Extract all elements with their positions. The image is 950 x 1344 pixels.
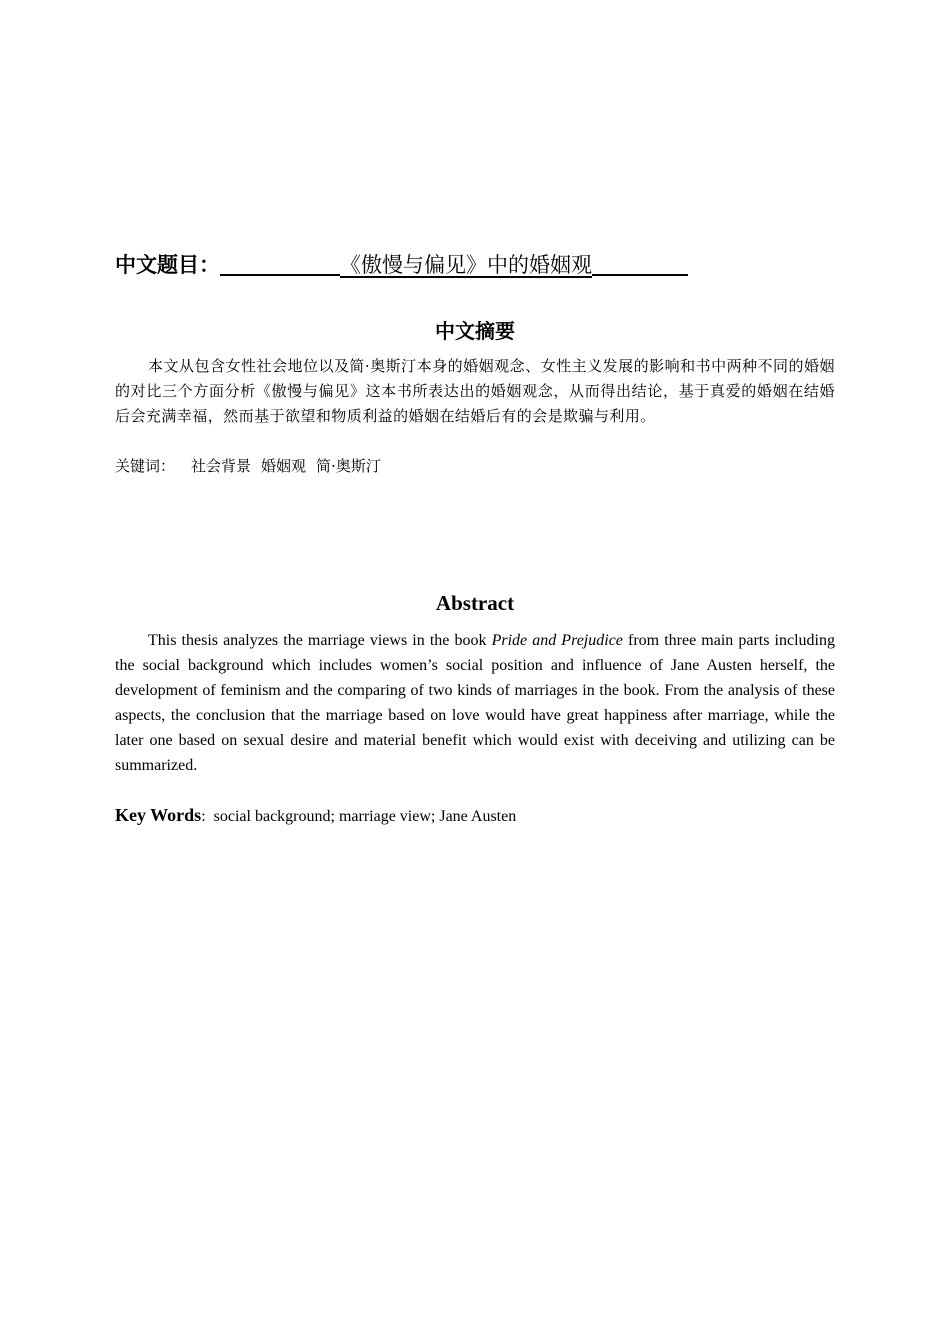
title-underline-left	[220, 252, 340, 276]
chinese-keywords-label: 关键词：	[115, 457, 176, 475]
chinese-keyword: 社会背景	[191, 457, 252, 475]
english-abstract-body	[115, 628, 835, 778]
english-keywords	[115, 801, 516, 831]
english-keywords-colon: :	[201, 808, 206, 825]
chinese-keyword: 简·奥斯汀	[316, 457, 381, 475]
english-abstract-text-rest: from three main parts including the social background which includes women’s social position and influence of Jane Austen herself, the development of feminism and the comparing of two kinds of marriages in the book. From the analysis of these aspects, the conclusion that the marriage based on love would have great happiness after marriage, while the later one based on sexual desire and material benefit which would exist with deceiving and utilizing can be summarized.	[115, 632, 835, 774]
english-abstract-heading: Abstract	[435, 591, 515, 615]
chinese-abstract-heading: 中文摘要	[435, 319, 515, 343]
english-keywords-values: social background; marriage view; Jane Austen	[213, 808, 517, 825]
english-keywords-label: Key Words	[115, 805, 202, 825]
chinese-title-label: 中文题目：	[115, 253, 220, 277]
chinese-title-text: 《傲慢与偏见》中的婚姻观	[340, 253, 592, 277]
chinese-title-row	[115, 250, 688, 280]
book-title: Pride and Prejudice	[491, 632, 623, 649]
chinese-abstract-body: 本文从包含女性社会地位以及简·奥斯汀本身的婚姻观念、女性主义发展的影响和书中两种不同的婚姻的对比三个方面分析《傲慢与偏见》这本书所表达出的婚姻观念，从而得出结论，基于真爱的婚姻在结婚后会充满幸福，然而基于欲望和物质利益的婚姻在结婚后有的会是欺骗与利用。	[115, 357, 835, 425]
chinese-keywords	[115, 454, 391, 478]
english-abstract-text-start: This thesis analyzes the marriage views in the book	[148, 632, 492, 649]
title-underline-right	[592, 252, 688, 276]
chinese-keyword: 婚姻观	[261, 457, 307, 475]
